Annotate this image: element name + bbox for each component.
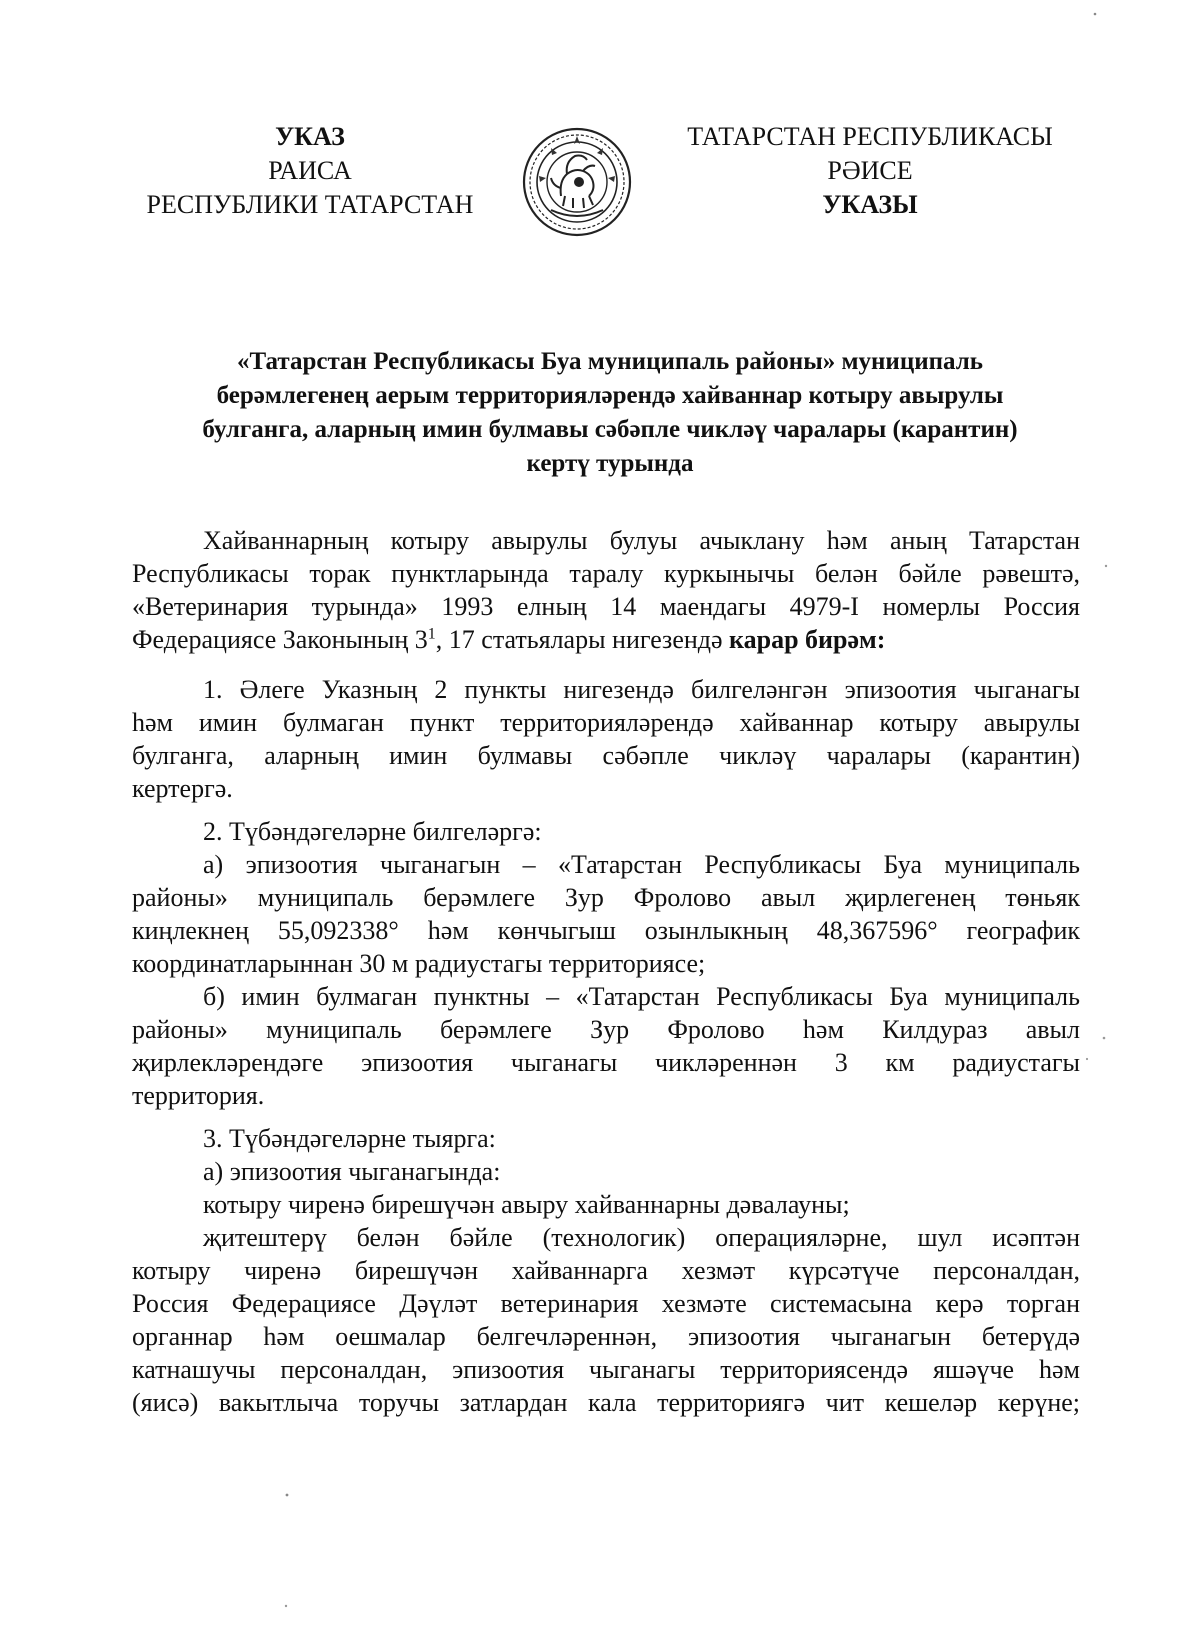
paragraph-line: котыру чиренә бирешүчән авыру хайваннарны дәвалауны; (203, 1190, 850, 1219)
title-line: кертү турында (526, 450, 694, 477)
paragraph-line: координатларыннан 30 м радиустагы территориясе; (132, 949, 706, 978)
header-left-line2: РАИСА (268, 156, 352, 185)
item-2-paragraph (132, 815, 1080, 1112)
paragraph-line: һәм имин булмаган пункт территорияләрендә хайваннар котыру авырулы (132, 708, 1080, 737)
paragraph-line: «Ветеринария турында» 1993 елның 14 маендагы 4979-I номерлы Россия (132, 592, 1080, 621)
preamble-paragraph (132, 524, 1080, 656)
paragraph-line: киңлекнең 55,092338° һәм көнчыгыш озынлыкның 48,367596° географик (132, 916, 1080, 945)
header-right-line2: РӘИСЕ (827, 156, 913, 185)
paragraph-line: булганга, аларның имин булмавы сәбәпле чикләү чаралары (карантин) (132, 741, 1080, 770)
paragraph-line: кертергә. (132, 774, 233, 803)
decree-title (140, 345, 1080, 481)
law-reference: Федерациясе Законының 3 (132, 625, 428, 654)
paragraph-line: а) эпизоотия чыганагында: (203, 1157, 501, 1186)
paragraph-line: а) эпизоотия чыганагын – «Татарстан Республикасы Буа муниципаль (203, 850, 1080, 879)
item-3-heading: 3. Түбәндәгеләрне тыярга: (203, 1124, 496, 1153)
paragraph-line: районы» муниципаль берәмлеге Зур Фролово авыл җирлегенең төньяк (132, 883, 1080, 912)
header-right-block (650, 120, 1090, 222)
header-right-line3: УКАЗЫ (822, 190, 918, 219)
paragraph-line: 1. Әлеге Указның 2 пункты нигезендә билгеләнгән эпизоотия чыганагы (203, 675, 1080, 704)
header-left-line1: УКАЗ (275, 122, 345, 151)
header-right-line1: ТАТАРСТАН РЕСПУБЛИКАСЫ (687, 122, 1053, 151)
title-line: берәмлегенең аерым территорияләрендә хайваннар котыру авырулы (216, 382, 1004, 409)
header-left-line3: РЕСПУБЛИКИ ТАТАРСТАН (146, 190, 474, 219)
document-header (0, 120, 1200, 230)
title-line: «Татарстан Республикасы Буа муниципаль районы» муниципаль (236, 348, 984, 375)
paragraph-line: территория. (132, 1081, 265, 1110)
paragraph-line: җирлекләрендәге эпизоотия чыганагы чикләреннән 3 км радиустагы (132, 1048, 1080, 1077)
paragraph-line: котыру чиренә бирешүчән хайваннарга хезмәт күрсәтүче персоналдан, (132, 1256, 1080, 1285)
paragraph-line: районы» муниципаль берәмлеге Зур Фролово һәм Килдураз авыл (132, 1015, 1080, 1044)
item-2-heading: 2. Түбәндәгеләрне билгеләргә: (203, 817, 542, 846)
tatarstan-coat-of-arms-icon (521, 126, 633, 238)
paragraph-line: органнар һәм оешмалар белгечләреннән, эпизоотия чыганагын бетерүдә (132, 1322, 1080, 1351)
header-left-block (110, 120, 510, 222)
title-line: булганга, аларның имин булмавы сәбәпле чикләү чаралары (карантин) (202, 416, 1018, 443)
paragraph-line: катнашучы персоналдан, эпизоотия чыганагы территориясендә яшәүче һәм (132, 1355, 1080, 1384)
decision-phrase: карар бирәм: (729, 625, 886, 654)
paragraph-line: Россия Федерациясе Дәүләт ветеринария хезмәте системасына керә торган (132, 1289, 1080, 1318)
paragraph-line: б) имин булмаган пунктны – «Татарстан Республикасы Буа муниципаль (203, 982, 1080, 1011)
paragraph-line: җитештерү белән бәйле (технологик) операцияләрне, шул исәптән (203, 1223, 1080, 1252)
paragraph-line: Хайваннарның котыру авырулы булуы ачыклану һәм аның Татарстан (203, 526, 1080, 555)
item-3-paragraph (132, 1122, 1080, 1419)
item-1-paragraph (132, 673, 1080, 805)
paragraph-line (132, 623, 1080, 656)
paragraph-line: Республикасы торак пунктларында таралу куркынычы белән бәйле рәвештә, (132, 559, 1080, 588)
paragraph-line: (яисә) вакытлыча торучы затлардан кала территориягә чит кешеләр керүне; (132, 1388, 1080, 1417)
article-superscript: 1 (427, 625, 436, 643)
law-reference-tail: , 17 статьялары нигезендә (435, 625, 730, 654)
